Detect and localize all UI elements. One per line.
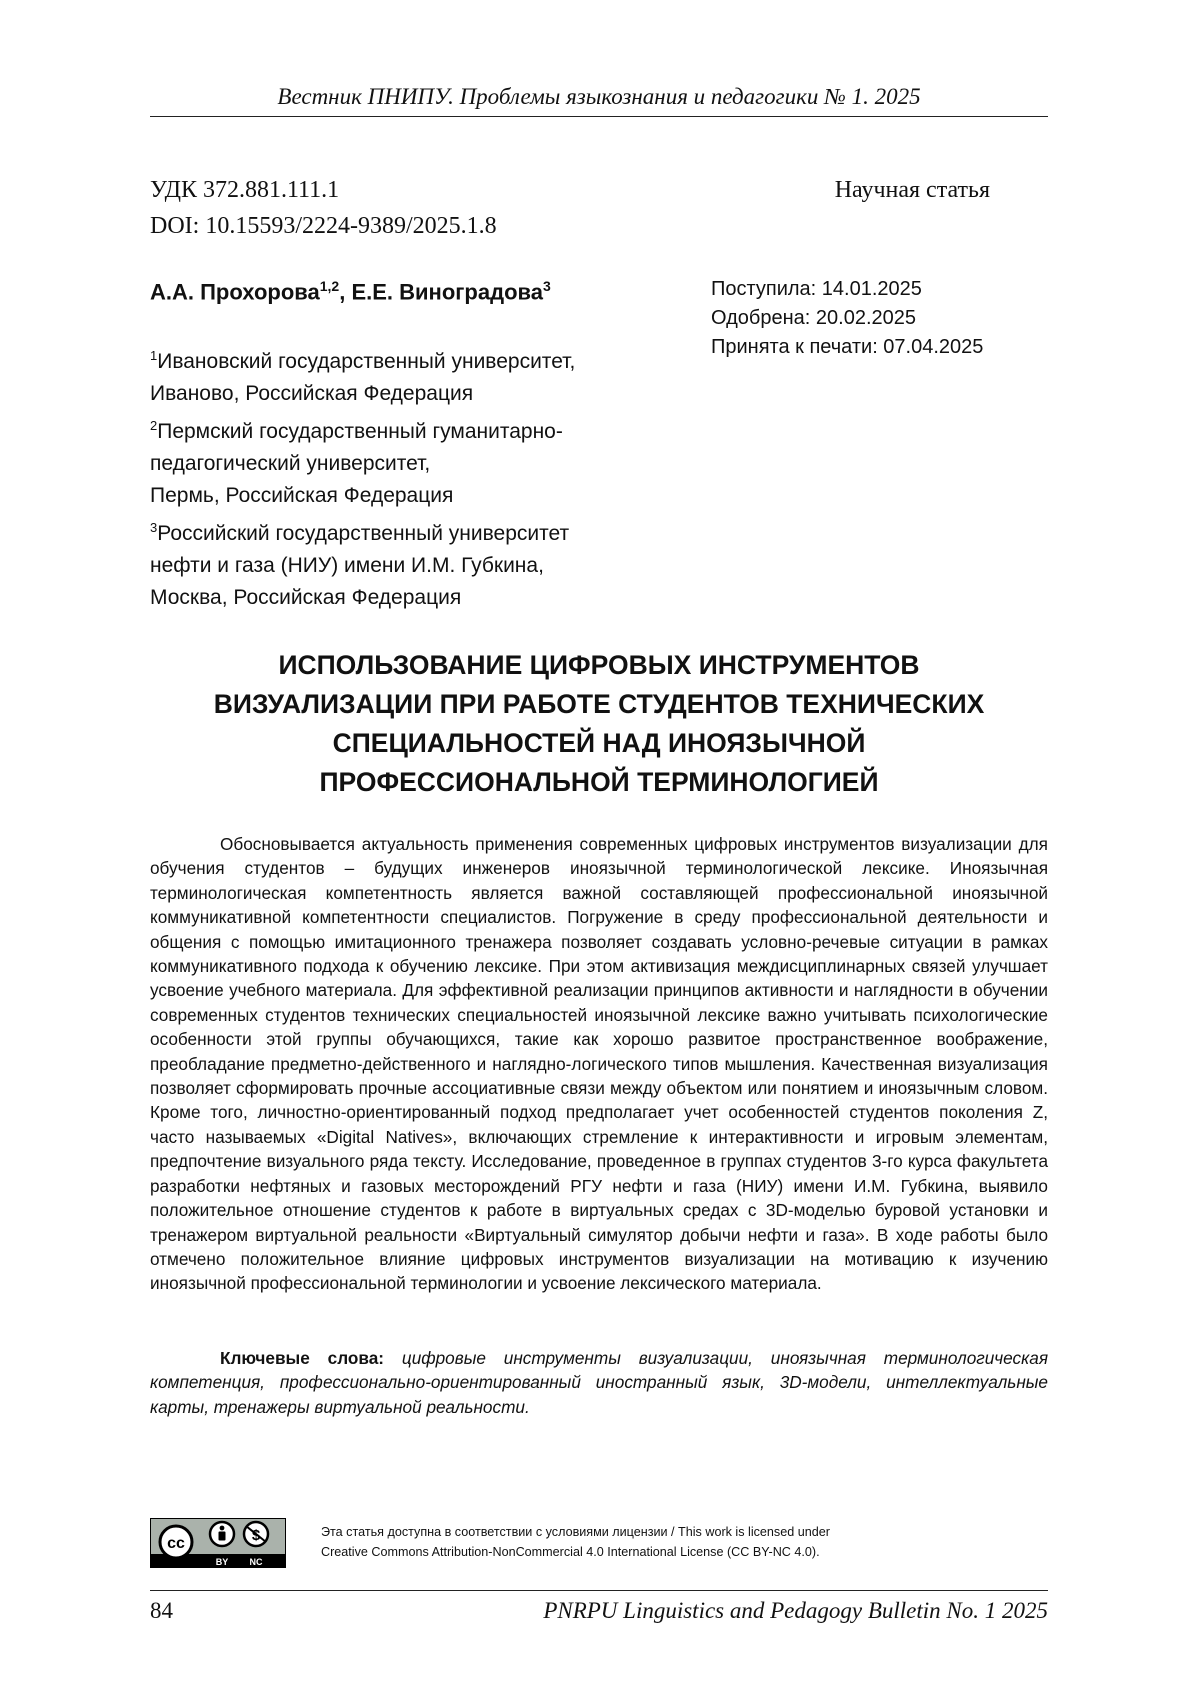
author-name: А.А. Прохорова	[150, 279, 320, 304]
udk-doi-block	[150, 172, 497, 244]
author-name: Е.Е. Виноградова	[351, 279, 543, 304]
keywords-list: цифровые инструменты визуализации, иноязычная терминологическая компетенция, профессионально-ориентированный иностранный язык, 3D-модели, интеллектуальные карты, тренажеры виртуальной реальности.	[150, 1348, 1048, 1417]
author-affiliation-index: 1,2	[320, 278, 339, 294]
affiliation-index: 3	[150, 520, 157, 535]
affiliation-line: Ивановский государственный университет,	[157, 350, 575, 373]
title-line: ПРОФЕССИОНАЛЬНОЙ ТЕРМИНОЛОГИЕЙ	[150, 763, 1048, 802]
title-line: СПЕЦИАЛЬНОСТЕЙ НАД ИНОЯЗЫЧНОЙ	[150, 724, 1048, 763]
date-accepted: Принята к печати: 07.04.2025	[711, 333, 983, 362]
article-dates	[711, 275, 983, 362]
affiliation-1	[150, 340, 670, 410]
title-line: ВИЗУАЛИЗАЦИИ ПРИ РАБОТЕ СТУДЕНТОВ ТЕХНИЧЕСКИХ	[150, 685, 1048, 724]
badge-by-label: BY	[216, 1557, 229, 1567]
authors-line	[150, 278, 551, 305]
abstract-text: Обосновывается актуальность применения современных цифровых инструментов визуализации для обучения студентов – будущих инженеров иноязычной терминологической лексике. Иноязычная терминологическая компетентность является важной составляющей профессиональной иноязычной коммуникативной компетентности специалистов. Погружение в среду профессиональной деятельности и общения с помощью имитационного тренажера позволяет создавать условно-речевые ситуации в рамках коммуникативного подхода к обучению лексике. При этом активизация междисциплинарных связей улучшает усвоение учебного материала. Для эффективной реализации принципов активности и наглядности в обучении современных студентов технических специальностей иноязычной лексике важно учитывать психологические особенности этой группы обучающихся, такие как хорошо развитое пространственное воображение, преобладание предметно-действенного и наглядно-логического типов мышления. Качественная визуализация позволяет сформировать прочные ассоциативные связи между объектом или понятием и иноязычным словом. Кроме того, личностно-ориентированный подход предполагает учет особенностей студентов поколения Z, часто называемых «Digital Natives», включающих стремление к интерактивности и игровым элементам, предпочтение визуального ряда тексту. Исследование, проведенное в группах студентов 3-го курса факультета разработки нефтяных и газовых месторождений РГУ нефти и газа (НИУ) имени И.М. Губкина, выявило положительное отношение студентов к работе в виртуальных средах с 3D-моделью буровой установки и тренажером виртуальной реальности «Виртуальный симулятор добычи нефти и газа». В ходе работы было отмечено положительное влияние цифровых инструментов визуализации на мотивацию к изучению иноязычной профессиональной терминологии и усвоение лексического материала.	[150, 832, 1048, 1296]
license-line[interactable]: Creative Commons Attribution-NonCommercial 4.0 International License (CC BY-NC 4.0).	[321, 1542, 830, 1562]
date-received: Поступила: 14.01.2025	[711, 275, 983, 304]
affiliation-line: Российский государственный университет	[157, 522, 569, 545]
page-number: 84	[150, 1598, 173, 1624]
date-approved: Одобрена: 20.02.2025	[711, 304, 983, 333]
running-head: Вестник ПНИПУ. Проблемы языкознания и педагогики № 1. 2025	[150, 84, 1048, 110]
svg-text:$: $	[252, 1527, 261, 1544]
affiliation-line: Пермский государственный гуманитарно-	[157, 420, 563, 443]
header-rule	[150, 116, 1048, 117]
affiliation-index: 1	[150, 348, 157, 363]
license-block	[150, 1518, 1048, 1570]
affiliation-line: Пермь, Российская Федерация	[150, 480, 670, 512]
affiliations	[150, 340, 670, 614]
doi-code: DOI: 10.15593/2224-9389/2025.1.8	[150, 208, 497, 244]
keywords	[150, 1346, 1048, 1419]
affiliation-3	[150, 512, 670, 614]
license-text	[321, 1522, 830, 1562]
affiliation-line: Иваново, Российская Федерация	[150, 378, 670, 410]
article-title	[150, 646, 1048, 802]
udk-code: УДК 372.881.111.1	[150, 172, 497, 208]
keywords-label: Ключевые слова:	[220, 1348, 384, 1368]
license-line: Эта статья доступна в соответствии с условиями лицензии / This work is licensed under	[321, 1522, 830, 1542]
affiliation-line: педагогический университет,	[150, 448, 670, 480]
affiliation-index: 2	[150, 418, 157, 433]
cc-by-nc-license-badge[interactable]	[150, 1518, 286, 1568]
badge-nc-label: NC	[250, 1557, 263, 1567]
affiliation-line: Москва, Российская Федерация	[150, 582, 670, 614]
svg-text:cc: cc	[167, 1535, 185, 1552]
affiliation-2	[150, 410, 670, 512]
affiliation-line: нефти и газа (НИУ) имени И.М. Губкина,	[150, 550, 670, 582]
running-foot: PNRPU Linguistics and Pedagogy Bulletin No. 1 2025	[543, 1598, 1048, 1624]
title-line: ИСПОЛЬЗОВАНИЕ ЦИФРОВЫХ ИНСТРУМЕНТОВ	[150, 646, 1048, 685]
author-separator: ,	[339, 279, 351, 304]
footer-rule	[150, 1590, 1048, 1591]
article-type: Научная статья	[835, 172, 990, 208]
article-page	[0, 0, 1200, 1705]
author-affiliation-index: 3	[543, 278, 551, 294]
